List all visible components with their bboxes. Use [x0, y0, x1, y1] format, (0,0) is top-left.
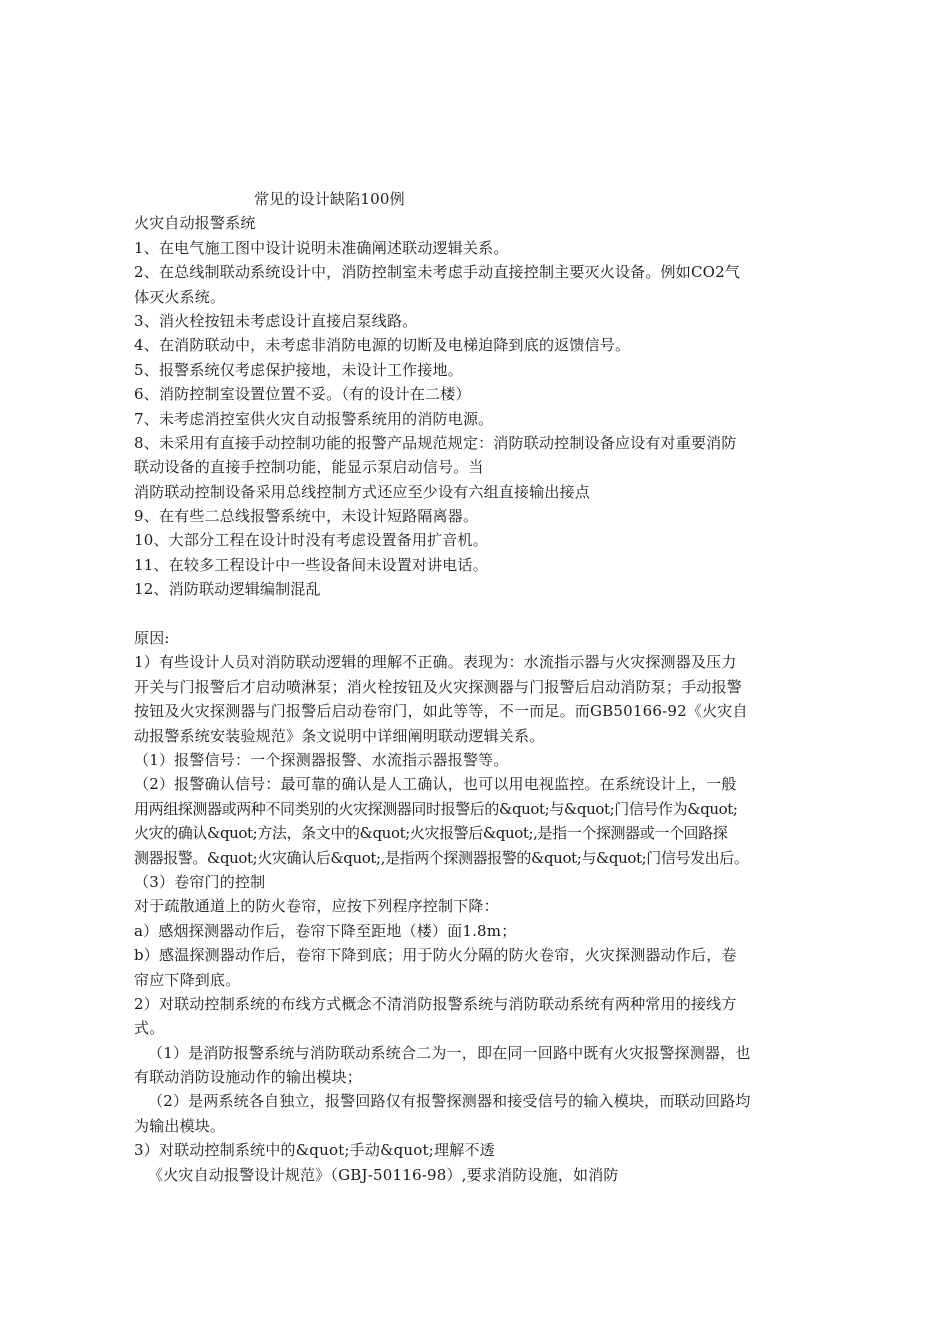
reason-line: 1）有些设计人员对消防联动逻辑的理解不正确。表现为：水流指示器与火灾探测器及压力 — [134, 653, 737, 672]
list-item: 6、消防控制室设置位置不妥。（有的设计在二楼） — [134, 385, 471, 404]
blank-line — [134, 602, 824, 626]
list-item: 12、消防联动逻辑编制混乱 — [134, 580, 321, 599]
reason-line: 测器报警。&quot;火灾确认后&quot;,是指两个探测器报警的&quot;与&quot;门信号发出后。 — [134, 848, 749, 867]
list-item: 1、在电气施工图中设计说明未准确阐述联动逻辑关系。 — [134, 238, 509, 257]
list-item: 2、在总线制联动系统设计中，消防控制室未考虑手动直接控制主要灭火设备。例如CO2气 — [134, 263, 741, 282]
list-item: 体灭火系统。 — [134, 287, 226, 306]
reason-line: 《火灾自动报警设计规范》（GBJ-50116-98）,要求消防设施，如消防 — [148, 1165, 619, 1184]
list-item: 5、报警系统仅考虑保护接地，未设计工作接地。 — [134, 360, 463, 379]
reasons-heading: 原因: — [134, 629, 170, 648]
list-item: 3、消火栓按钮未考虑设计直接启泵线路。 — [134, 311, 418, 330]
reason-line: 有联动消防设施动作的输出模块； — [134, 1068, 363, 1087]
reason-line: （2）是两系统各自独立，报警回路仅有报警探测器和接受信号的输入模块，而联动回路均 — [148, 1092, 751, 1111]
list-item: 10、大部分工程在设计时没有考虑设置备用扩音机。 — [134, 531, 488, 550]
list-item: 消防联动控制设备采用总线控制方式还应至少设有六组直接输出接点 — [134, 482, 591, 501]
reason-line: 用两组探测器或两种不同类别的火灾探测器同时报警后的&quot;与&quot;门信号作为&quot; — [134, 799, 738, 818]
section-heading: 火灾自动报警系统 — [134, 214, 256, 233]
list-item: 7、未考虑消控室供火灾自动报警系统用的消防电源。 — [134, 409, 494, 428]
reason-line: 帘应下降到底。 — [134, 970, 241, 989]
reason-line: 式。 — [134, 1019, 165, 1038]
reason-line: （2）报警确认信号：最可靠的确认是人工确认，也可以用电视监控。在系统设计上，一般 — [134, 775, 737, 794]
reason-line: 为输出模块。 — [134, 1116, 226, 1135]
reason-line: 动报警系统安装验规范》条文说明中详细阐明联动逻辑关系。 — [134, 726, 545, 745]
reason-line: a）感烟探测器动作后，卷帘下降至距地（楼）面1.8m； — [134, 921, 517, 940]
list-item: 8、未采用有直接手动控制功能的报警产品规范规定：消防联动控制设备应设有对重要消防 — [134, 433, 737, 452]
document-title: 常见的设计缺陷100例 — [254, 190, 405, 208]
reason-line: （1）报警信号：一个探测器报警、水流指示器报警等。 — [134, 750, 509, 769]
list-item: 9、在有些二总线报警系统中，未设计短路隔离器。 — [134, 507, 479, 526]
list-item: 11、在较多工程设计中一些设备间未设置对讲电话。 — [134, 555, 488, 574]
document-body — [134, 187, 824, 1187]
reason-line: （1）是消防报警系统与消防联动系统合二为一，即在同一回路中既有火灾报警探测器，也 — [148, 1043, 751, 1062]
reason-line: 按钮及火灾探测器与门报警后启动卷帘门，如此等等，不一而足。而GB50166-92《火灾自 — [134, 702, 748, 721]
reason-line: 3）对联动控制系统中的&quot;手动&quot;理解不透 — [134, 1141, 495, 1160]
reason-line: 开关与门报警后才启动喷淋泵；消火栓按钮及火灾探测器与门报警后启动消防泵；手动报警 — [134, 677, 743, 696]
list-item: 4、在消防联动中，未考虑非消防电源的切断及电梯迫降到底的返馈信号。 — [134, 336, 631, 355]
reason-line: 火灾的确认&quot;方法，条文中的&quot;火灾报警后&quot;,是指一个探测器或一个回路探 — [134, 824, 728, 843]
list-item: 联动设备的直接手控制功能，能显示泵启动信号。当 — [134, 458, 484, 477]
reason-line: 对于疏散通道上的防火卷帘，应按下列程序控制下降： — [134, 897, 499, 916]
reason-line: （3）卷帘门的控制 — [134, 872, 266, 891]
reason-line: b）感温探测器动作后，卷帘下降到底；用于防火分隔的防火卷帘，火灾探测器动作后，卷 — [134, 946, 737, 965]
reason-line: 2）对联动控制系统的布线方式概念不清消防报警系统与消防联动系统有两种常用的接线方 — [134, 994, 737, 1013]
